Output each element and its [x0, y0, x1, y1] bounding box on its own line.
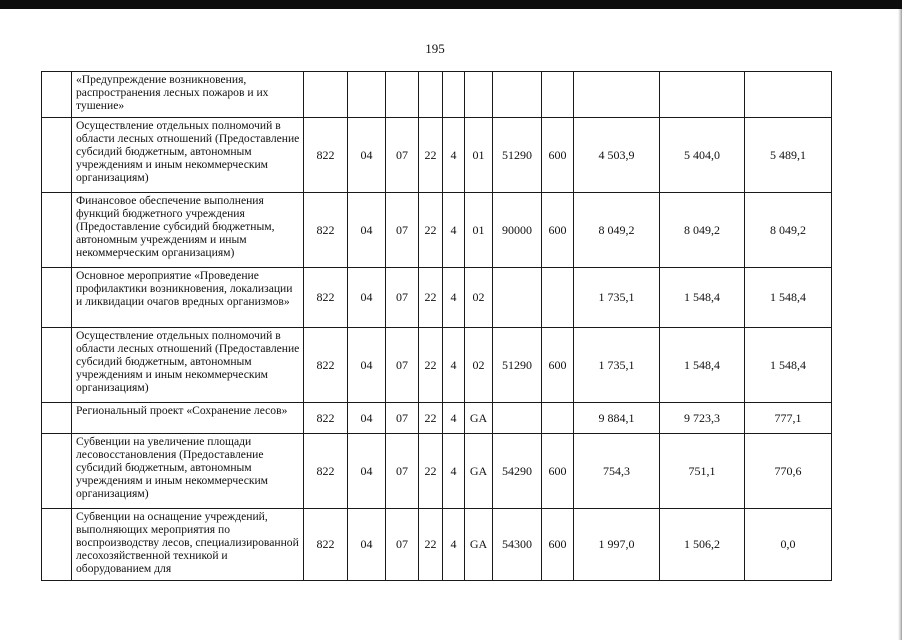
- table-row: [42, 328, 832, 403]
- program-code-cell: [419, 72, 443, 118]
- subsection-code-cell: 07: [386, 509, 419, 581]
- item-name-cell: Субвенции на оснащение учреждений, выполняющих мероприятия по воспроизводству лесов, специализированной лесохозяйственной техникой и оборудованием для: [72, 509, 304, 581]
- amount-year1-cell: 4 503,9: [574, 118, 660, 193]
- ministry-code-cell: 822: [304, 268, 348, 328]
- expense-type-code-cell: 600: [542, 509, 574, 581]
- ministry-code-cell: 822: [304, 193, 348, 268]
- program-code-cell: 22: [419, 509, 443, 581]
- amount-year3-cell: 1 548,4: [745, 328, 832, 403]
- subprogram-code-cell: 4: [443, 118, 465, 193]
- subsection-code-cell: 07: [386, 328, 419, 403]
- amount-year3-cell: 770,6: [745, 434, 832, 509]
- page-number: 195: [425, 41, 445, 56]
- row-index-cell: [42, 509, 72, 581]
- main-activity-code-cell: [465, 72, 493, 118]
- page-top-border: [0, 0, 902, 9]
- section-code-cell: 04: [348, 328, 386, 403]
- program-code-cell: 22: [419, 434, 443, 509]
- subprogram-code-cell: 4: [443, 509, 465, 581]
- amount-year2-cell: 5 404,0: [660, 118, 745, 193]
- section-code-cell: [348, 72, 386, 118]
- program-code-cell: 22: [419, 193, 443, 268]
- direction-code-cell: 54290: [493, 434, 542, 509]
- subprogram-code-cell: 4: [443, 268, 465, 328]
- expense-type-code-cell: [542, 72, 574, 118]
- expense-type-code-cell: 600: [542, 118, 574, 193]
- ministry-code-cell: 822: [304, 509, 348, 581]
- table-row: [42, 509, 832, 581]
- direction-code-cell: [493, 72, 542, 118]
- subprogram-code-cell: 4: [443, 193, 465, 268]
- ministry-code-cell: [304, 72, 348, 118]
- expense-type-code-cell: [542, 403, 574, 434]
- direction-code-cell: 51290: [493, 328, 542, 403]
- amount-year1-cell: 1 735,1: [574, 268, 660, 328]
- expense-type-code-cell: 600: [542, 328, 574, 403]
- section-code-cell: 04: [348, 118, 386, 193]
- expense-type-code-cell: 600: [542, 193, 574, 268]
- subprogram-code-cell: [443, 72, 465, 118]
- item-name-cell: Региональный проект «Сохранение лесов»: [72, 403, 304, 434]
- amount-year1-cell: 1 997,0: [574, 509, 660, 581]
- section-code-cell: 04: [348, 268, 386, 328]
- item-name-cell: Финансовое обеспечение выполнения функций бюджетного учреждения (Предоставление субсидий бюджетным, автономным учреждениям и иным некоммерческим организациям): [72, 193, 304, 268]
- amount-year3-cell: 8 049,2: [745, 193, 832, 268]
- item-name-cell: «Предупреждение возникновения, распространения лесных пожаров и их тушение»: [72, 72, 304, 118]
- table-row: [42, 403, 832, 434]
- amount-year3-cell: 5 489,1: [745, 118, 832, 193]
- ministry-code-cell: 822: [304, 118, 348, 193]
- main-activity-code-cell: 02: [465, 268, 493, 328]
- table-row: [42, 434, 832, 509]
- page-right-edge-shadow: [898, 9, 902, 640]
- item-name-cell: Осуществление отдельных полномочий в области лесных отношений (Предоставление субсидий бюджетным, автономным учреждениям и иным некоммерческим организациям): [72, 118, 304, 193]
- table-row: [42, 268, 832, 328]
- budget-table: [41, 71, 832, 581]
- item-name-cell: Субвенции на увеличение площади лесовосстановления (Предоставление субсидий бюджетным, автономным учреждениям и иным некоммерческим организациям): [72, 434, 304, 509]
- subsection-code-cell: 07: [386, 193, 419, 268]
- section-code-cell: 04: [348, 434, 386, 509]
- expense-type-code-cell: 600: [542, 434, 574, 509]
- amount-year1-cell: 8 049,2: [574, 193, 660, 268]
- program-code-cell: 22: [419, 268, 443, 328]
- row-index-cell: [42, 193, 72, 268]
- subprogram-code-cell: 4: [443, 434, 465, 509]
- section-code-cell: 04: [348, 509, 386, 581]
- amount-year2-cell: [660, 72, 745, 118]
- item-name-cell: Основное мероприятие «Проведение профилактики возникновения, локализации и ликвидации очагов вредных организмов»: [72, 268, 304, 328]
- amount-year1-cell: 9 884,1: [574, 403, 660, 434]
- main-activity-code-cell: GA: [465, 403, 493, 434]
- row-index-cell: [42, 434, 72, 509]
- subsection-code-cell: 07: [386, 118, 419, 193]
- program-code-cell: 22: [419, 118, 443, 193]
- ministry-code-cell: 822: [304, 403, 348, 434]
- ministry-code-cell: 822: [304, 328, 348, 403]
- amount-year2-cell: 9 723,3: [660, 403, 745, 434]
- table-row: [42, 72, 832, 118]
- direction-code-cell: 51290: [493, 118, 542, 193]
- program-code-cell: 22: [419, 328, 443, 403]
- direction-code-cell: [493, 403, 542, 434]
- section-code-cell: 04: [348, 403, 386, 434]
- program-code-cell: 22: [419, 403, 443, 434]
- row-index-cell: [42, 268, 72, 328]
- row-index-cell: [42, 403, 72, 434]
- amount-year3-cell: [745, 72, 832, 118]
- main-activity-code-cell: 01: [465, 193, 493, 268]
- amount-year1-cell: 1 735,1: [574, 328, 660, 403]
- item-name-cell: Осуществление отдельных полномочий в области лесных отношений (Предоставление субсидий бюджетным, автономным учреждениям и иным некоммерческим организациям): [72, 328, 304, 403]
- subprogram-code-cell: 4: [443, 328, 465, 403]
- amount-year2-cell: 1 548,4: [660, 268, 745, 328]
- amount-year1-cell: 754,3: [574, 434, 660, 509]
- expense-type-code-cell: [542, 268, 574, 328]
- main-activity-code-cell: 01: [465, 118, 493, 193]
- subprogram-code-cell: 4: [443, 403, 465, 434]
- amount-year3-cell: 777,1: [745, 403, 832, 434]
- row-index-cell: [42, 328, 72, 403]
- budget-table-body: [42, 72, 832, 581]
- amount-year2-cell: 8 049,2: [660, 193, 745, 268]
- amount-year2-cell: 1 548,4: [660, 328, 745, 403]
- amount-year3-cell: 0,0: [745, 509, 832, 581]
- amount-year2-cell: 1 506,2: [660, 509, 745, 581]
- main-activity-code-cell: 02: [465, 328, 493, 403]
- amount-year1-cell: [574, 72, 660, 118]
- table-row: [42, 118, 832, 193]
- section-code-cell: 04: [348, 193, 386, 268]
- table-row: [42, 193, 832, 268]
- subsection-code-cell: 07: [386, 268, 419, 328]
- row-index-cell: [42, 72, 72, 118]
- row-index-cell: [42, 118, 72, 193]
- subsection-code-cell: [386, 72, 419, 118]
- ministry-code-cell: 822: [304, 434, 348, 509]
- subsection-code-cell: 07: [386, 403, 419, 434]
- subsection-code-cell: 07: [386, 434, 419, 509]
- main-activity-code-cell: GA: [465, 434, 493, 509]
- amount-year2-cell: 751,1: [660, 434, 745, 509]
- amount-year3-cell: 1 548,4: [745, 268, 832, 328]
- direction-code-cell: 54300: [493, 509, 542, 581]
- direction-code-cell: [493, 268, 542, 328]
- main-activity-code-cell: GA: [465, 509, 493, 581]
- direction-code-cell: 90000: [493, 193, 542, 268]
